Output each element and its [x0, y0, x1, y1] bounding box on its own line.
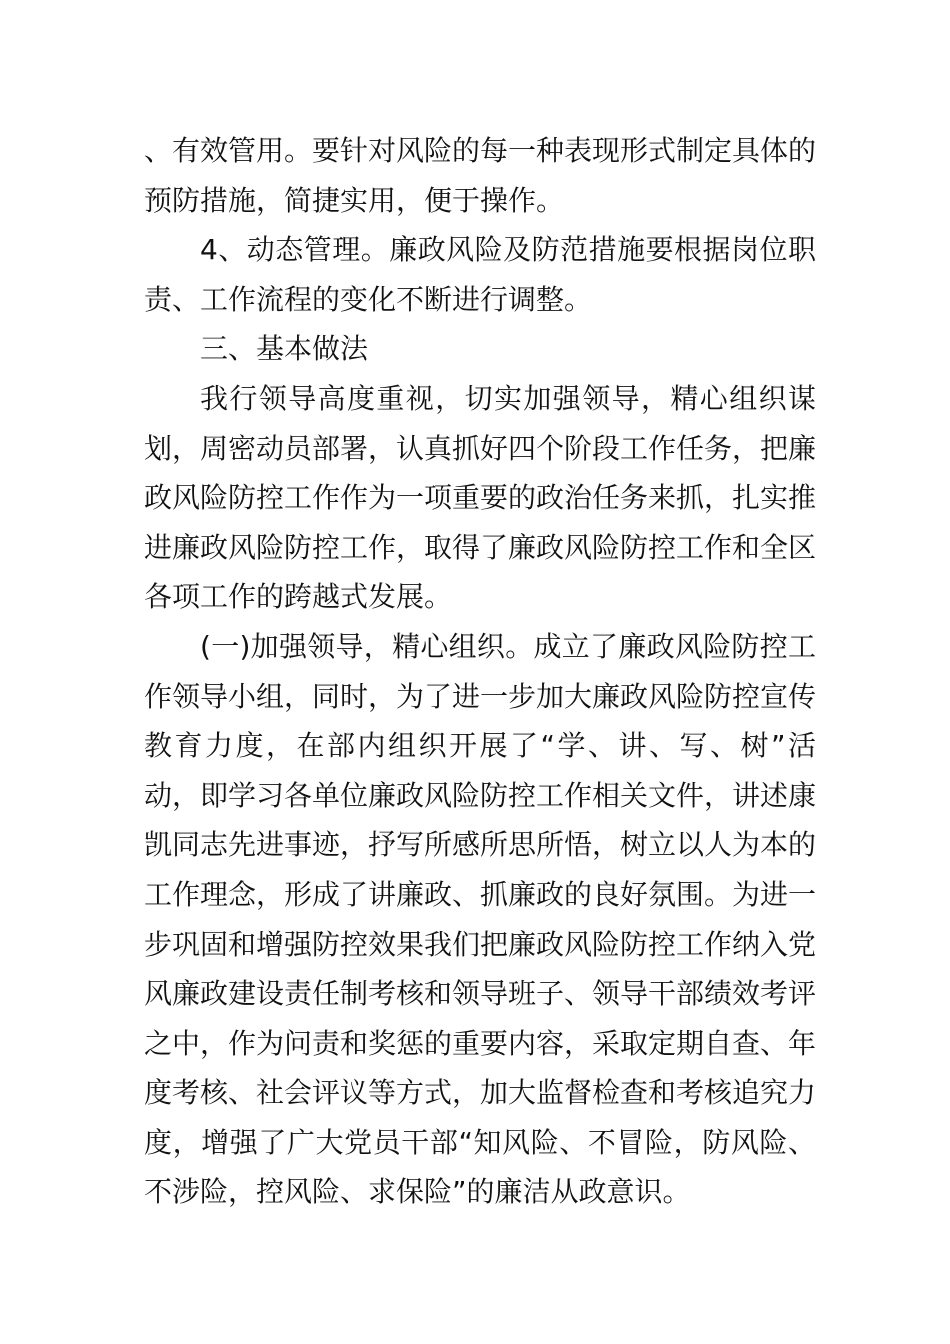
document-body — [144, 126, 816, 1217]
paragraph-strengthen-leadership: (一)加强领导，精心组织。成立了廉政风险防控工作领导小组，同时，为了进一步加大廉政风险防控宣传教育力度，在部内组织开展了“学、讲、写、树”活动，即学习各单位廉政风险防控工作相关文件，讲述康凯同志先进事迹，抒写所感所思所悟，树立以人为本的工作理念，形成了讲廉政、抓廉政的良好氛围。为进一步巩固和增强防控效果我们把廉政风险防控工作纳入党风廉政建设责任制考核和领导班子、领导干部绩效考评之中，作为问责和奖惩的重要内容，采取定期自查、年度考核、社会评议等方式，加大监督检查和考核追究力度，增强了广大党员干部“知风险、不冒险，防风险、不涉险，控风险、求保险”的廉洁从政意识。 — [144, 629, 817, 1209]
section-heading-basic-practices: 三、基本做法 — [200, 332, 369, 366]
paragraph-continuation: 、有效管用。要针对风险的每一种表现形式制定具体的预防措施，简捷实用，便于操作。 — [144, 134, 817, 217]
paragraph-leadership-overview: 我行领导高度重视，切实加强领导，精心组织谋划，周密动员部署，认真抓好四个阶段工作任务，把廉政风险防控工作作为一项重要的政治任务来抓，扎实推进廉政风险防控工作，取得了廉政风险防控工作和全区各项工作的跨越式发展。 — [144, 381, 817, 614]
paragraph-dynamic-management: 4、动态管理。廉政风险及防范措施要根据岗位职责、工作流程的变化不断进行调整。 — [144, 233, 816, 316]
